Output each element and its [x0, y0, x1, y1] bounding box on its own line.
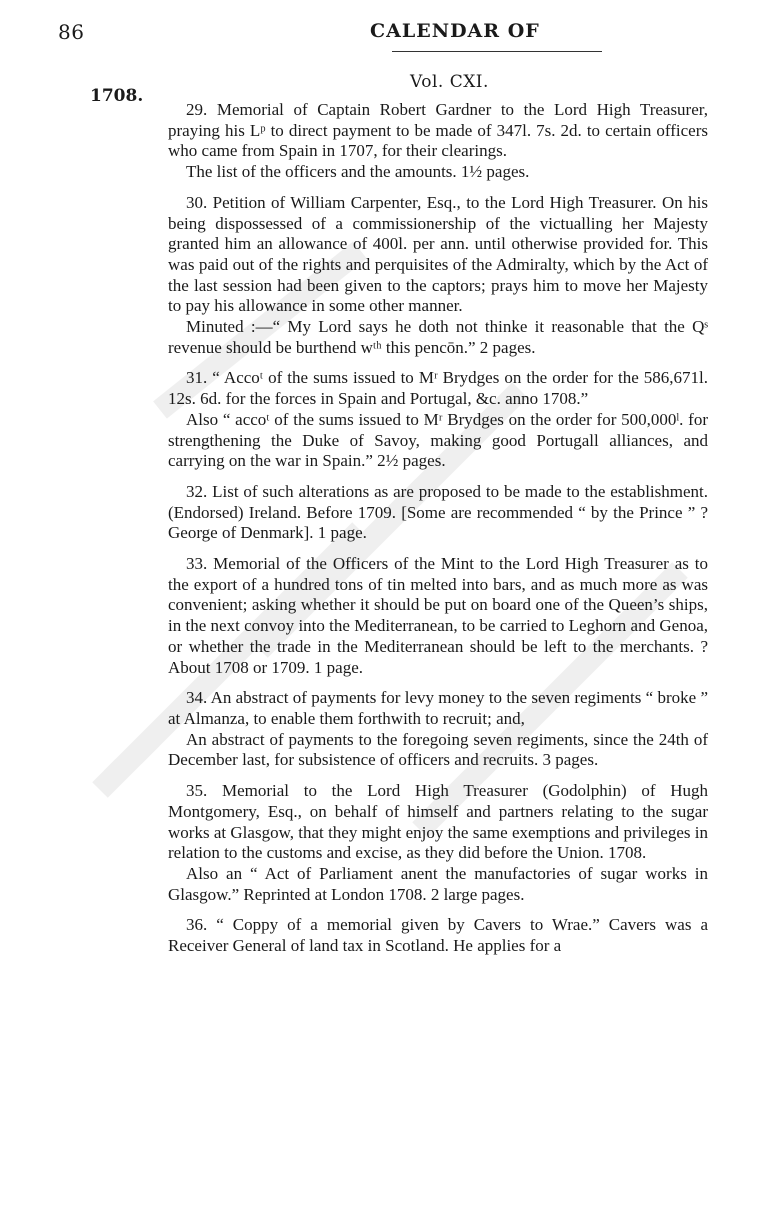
entry-35 [168, 781, 708, 905]
entry-paragraph: 31. “ Accoᵗ of the sums issued to Mʳ Brydges on the order for the 586,671l. 12s. 6d. for the forces in Spain and Portugal, &c. anno 1708.” [168, 368, 708, 409]
entry-36 [168, 915, 708, 956]
entry-33 [168, 554, 708, 678]
entry-paragraph: Also “ accoᵗ of the sums issued to Mʳ Brydges on the order for 500,000ˡ. for strengthening the Duke of Savoy, making good Portugall alliances, and carrying on the war in Spain.” 2½ pages. [168, 409, 708, 471]
entry-paragraph: 30. Petition of William Carpenter, Esq., to the Lord High Treasurer. On his being dispossessed of a commissionership of the victualling her Majesty granted him an allowance of 400l. per ann. until otherwise provided for. This was paid out of the rights and perquisites of the Admiralty, which by the Act of the last session had been given to the captors; prays him to move her Majesty to pay his allowance in some other manner. [168, 192, 708, 316]
margin-year: 1708. [90, 86, 144, 106]
entry-paragraph: 29. Memorial of Captain Robert Gardner to the Lord High Treasurer, praying his Lᵖ to direct payment to be made of 347l. 7s. 2d. to certain officers who came from Spain in 1707, for their clearings. [168, 100, 708, 161]
entry-paragraph: 32. List of such alterations as are proposed to be made to the establishment. (Endorsed) Ireland. Before 1709. [Some are recommended “ by the Prince ” ? George of Denmark]. 1 page. [168, 481, 708, 543]
header-rule [392, 51, 602, 52]
entry-30 [168, 193, 708, 359]
entry-32 [168, 482, 708, 544]
entry-29 [168, 100, 708, 183]
entry-paragraph: Minuted :—“ My Lord says he doth not thinke it reasonable that the Qˢ revenue should be burthend wᵗʰ this pencōn.” 2 pages. [168, 317, 708, 357]
running-head: CALENDAR OF [370, 20, 540, 42]
entry-34 [168, 688, 708, 771]
document-body [168, 100, 708, 957]
entry-paragraph: 34. An abstract of payments for levy money to the seven regiments “ broke ” at Almanza, to enable them forthwith to recruit; and, [168, 688, 708, 728]
entry-paragraph: 35. Memorial to the Lord High Treasurer (Godolphin) of Hugh Montgomery, Esq., on behalf of himself and partners relating to the sugar works at Glasgow, that they might enjoy the same exemptions and privileges in relation to the customs and excise, as they did before the Union. 1708. [168, 781, 708, 863]
entry-paragraph: 33. Memorial of the Officers of the Mint to the Lord High Treasurer as to the export of a hundred tons of tin melted into bars, and as much more as was convenient; asking whether it should be put on board one of the Queen’s ships, in the next convoy into the Mediterranean, to be carried to Leghorn and Genoa, or whether the trade in the Mediterranean should be left to the merchants. ? About 1708 or 1709. 1 page. [168, 554, 708, 677]
volume-heading: Vol. CXI. [410, 72, 489, 92]
entry-paragraph: Also an “ Act of Parliament anent the manufactories of sugar works in Glasgow.” Reprinted at London 1708. 2 large pages. [168, 863, 708, 904]
entry-paragraph: An abstract of payments to the foregoing seven regiments, since the 24th of December last, for subsistence of officers and recruits. 3 pages. [168, 729, 708, 770]
page-number: 86 [58, 20, 85, 44]
entry-31 [168, 368, 708, 472]
entry-paragraph: 36. “ Coppy of a memorial given by Cavers to Wrae.” Cavers was a Receiver General of land tax in Scotland. He applies for a [168, 915, 708, 956]
entry-paragraph: The list of the officers and the amounts. 1½ pages. [186, 162, 530, 182]
